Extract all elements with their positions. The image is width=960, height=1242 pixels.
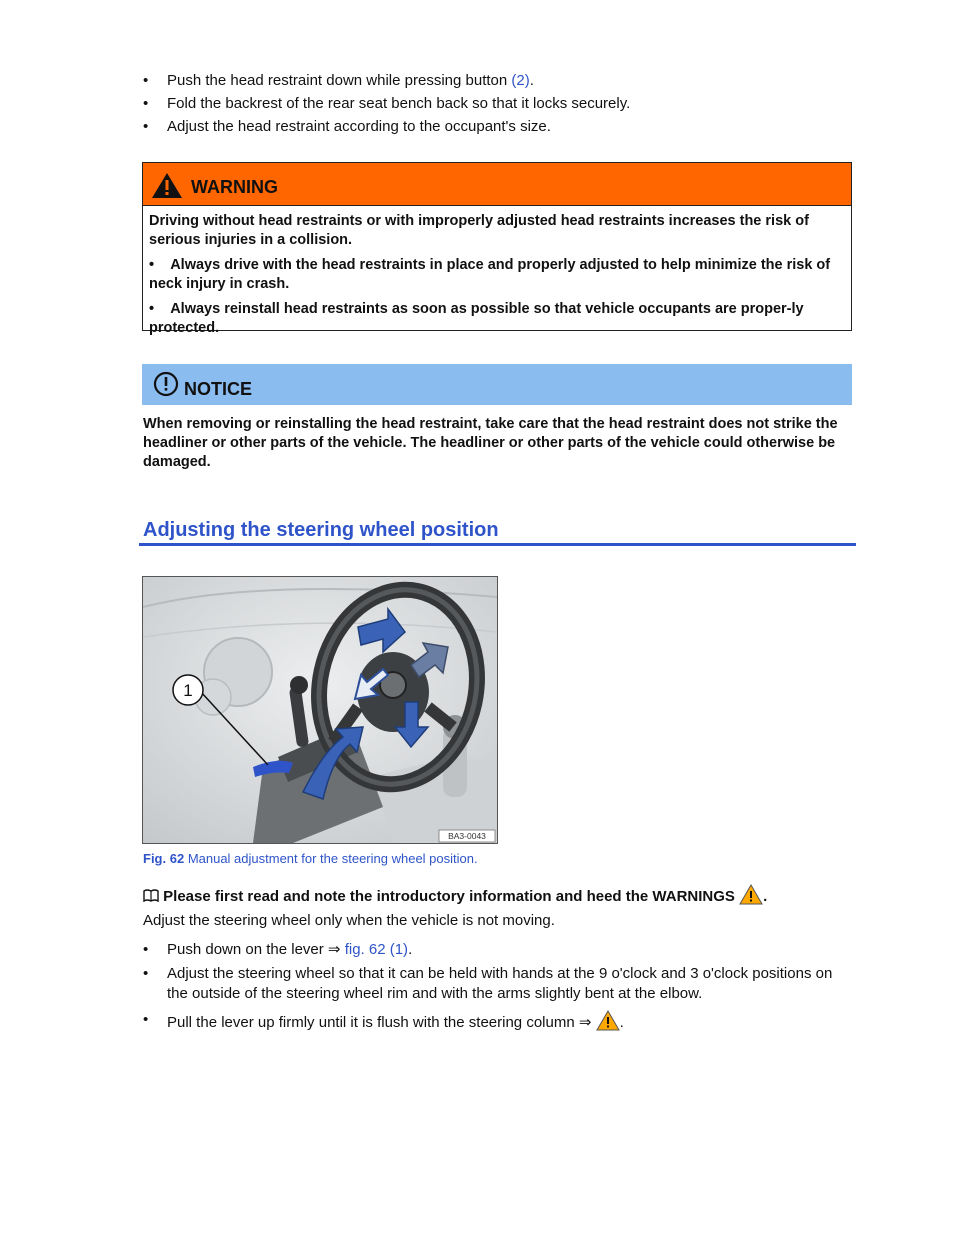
exclamation-circle-icon: [152, 370, 180, 402]
warning-triangle-icon[interactable]: [596, 1010, 620, 1037]
bullet: •: [149, 257, 155, 273]
restraint-steps-list: [143, 71, 855, 140]
bullet: •: [143, 95, 149, 112]
open-book-icon: [143, 888, 163, 905]
notice-header: [142, 364, 852, 405]
bullet: •: [143, 965, 149, 982]
step-text: Adjust the steering wheel so that it can be held with hands at the 9 o'clock and 3 o'clock positions on the outside of the steering wheel rim and with the arms slightly bent at the elbow.: [167, 965, 833, 1002]
step-tail: .: [408, 941, 413, 958]
warning-item: [149, 256, 843, 294]
read-first-note: [143, 884, 767, 909]
list-item: [143, 94, 855, 114]
warning-triangle-icon[interactable]: [739, 884, 763, 909]
period: .: [763, 888, 768, 905]
read-first-text: Please first read and note the introductory information and heed the WARNINGS: [163, 888, 735, 905]
warning-body: [143, 206, 851, 338]
warning-item: [149, 300, 843, 338]
list-item: [143, 940, 855, 960]
section-divider: [139, 543, 856, 546]
bullet: •: [149, 301, 155, 317]
warning-header: [143, 163, 851, 206]
warning-title: WARNING: [191, 177, 278, 197]
bullet: •: [143, 118, 149, 135]
steering-steps-list: [143, 940, 855, 1040]
button-ref-link[interactable]: (2): [511, 72, 530, 89]
step-text: Fold the backrest of the rear seat bench back so that it locks securely.: [167, 95, 631, 112]
steering-wheel-figure: [142, 576, 498, 844]
list-item: [143, 117, 855, 137]
figure-code: BA3-0043: [448, 831, 486, 841]
warning-box: [142, 162, 852, 336]
warning-item-text: Always drive with the head restraints in place and properly adjusted to help minimize the risk of neck injury in crash.: [149, 257, 831, 292]
figure-caption: [143, 851, 478, 866]
warning-intro: Driving without head restraints or with improperly adjusted head restraints increases the risk of serious injuries in a collision.: [149, 213, 809, 248]
list-item: [143, 71, 855, 91]
notice-body: When removing or reinstalling the head restraint, take care that the head restraint does not strike the headliner or other parts of the vehicle. The headliner or other parts of the vehicle could otherwise be damaged.: [143, 416, 838, 470]
step-text: Adjust the head restraint according to the occupant's size.: [167, 118, 551, 135]
step-tail: .: [619, 1014, 624, 1031]
callout-number: 1: [183, 681, 193, 700]
step-text: Push the head restraint down while pressing button: [167, 72, 512, 89]
warning-triangle-icon: [151, 171, 183, 203]
step-text: Pull the lever up firmly until it is flush with the steering column ⇒: [167, 1014, 592, 1031]
step-text: Push down on the lever ⇒: [167, 941, 341, 958]
bullet: •: [143, 941, 149, 958]
list-item: [143, 1010, 855, 1037]
bullet: •: [143, 72, 149, 89]
section-title: Adjusting the steering wheel position: [143, 519, 499, 541]
figure-caption-text: Manual adjustment for the steering wheel position.: [187, 851, 478, 866]
figure-ref-link[interactable]: fig. 62 (1): [344, 941, 409, 958]
list-item: [143, 964, 855, 1004]
step-tail: .: [529, 72, 534, 89]
warning-item-text: Always reinstall head restraints as soon as possible so that vehicle occupants are proper-ly protected.: [149, 301, 804, 336]
intro-text: Adjust the steering wheel only when the vehicle is not moving.: [143, 912, 555, 929]
bullet: •: [143, 1011, 149, 1028]
figure-label: Fig. 62: [143, 851, 185, 866]
notice-title: NOTICE: [184, 379, 253, 399]
